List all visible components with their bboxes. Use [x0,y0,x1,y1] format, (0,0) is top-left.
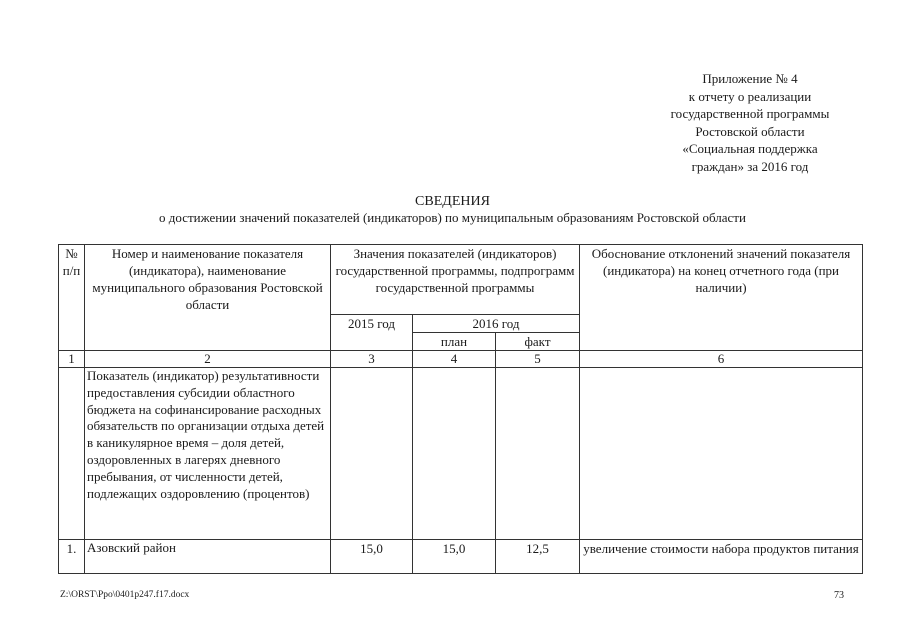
indicators-table [58,244,863,574]
appendix-line: Приложение № 4 [702,71,798,86]
row-justification: увеличение стоимости набора продуктов питания [580,540,863,574]
document-subtitle: о достижении значений показателей (индикаторов) по муниципальным образованиям Ростовской области [159,210,746,225]
indicator-num-cell [59,368,85,540]
appendix-line: граждан» за 2016 год [691,158,809,174]
row-value-2015: 15,0 [331,540,413,574]
row-name: Азовский район [85,540,331,574]
indicator-empty-cell [413,368,496,540]
column-number: 1 [59,351,85,368]
header-fact: факт [496,333,580,351]
indicator-empty-cell [496,368,580,540]
column-number: 5 [496,351,580,368]
row-fact-2016: 12,5 [496,540,580,574]
header-year-2015: 2015 год [331,315,413,351]
footer-page-number: 73 [834,590,844,601]
header-values: Значения показателей (индикаторов) государственной программы, подпрограмм государственной программы [331,245,580,315]
appendix-line: Ростовской области [695,123,805,139]
footer-file-path: Z:\ORST\Ppo\0401p247.f17.docx [60,590,190,600]
column-number: 2 [85,351,331,368]
indicator-empty-cell [580,368,863,540]
row-plan-2016: 15,0 [413,540,496,574]
appendix-line: государственной программы [670,106,830,121]
appendix-line: к отчету о реализации [688,88,812,104]
column-number: 4 [413,351,496,368]
indicator-empty-cell [331,368,413,540]
header-justification: Обоснование отклонений значений показателя (индикатора) на конец отчетного года (при наличии) [580,245,863,351]
header-year-2016: 2016 год [413,315,580,333]
document-title: СВЕДЕНИЯ [415,194,490,209]
row-num: 1. [59,540,85,574]
column-number: 3 [331,351,413,368]
appendix-line: «Социальная поддержка [682,141,818,156]
column-number: 6 [580,351,863,368]
indicator-description: Показатель (индикатор) результативности предоставления субсидии областного бюджета на софинансирование расходных обязательств по организации отдыха детей в каникулярное время – доля детей, оздоровленных в лагерях дневного пребывания, от численности детей, подлежащих оздоровлению (процентов) [85,368,331,540]
header-plan: план [413,333,496,351]
appendix-block [640,70,860,175]
header-num: № п/п [59,245,85,351]
table-row [59,540,863,574]
header-name: Номер и наименование показателя (индикатора), наименование муниципального образования Ростовской области [85,245,331,351]
